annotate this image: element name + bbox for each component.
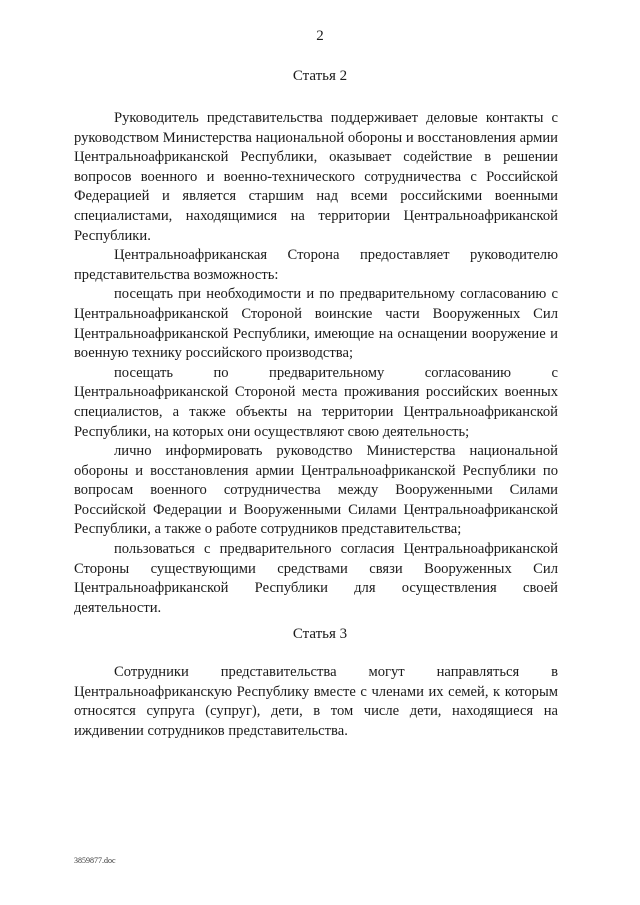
article-2-paragraph-6: пользоваться с предварительного согласия Центральноафриканской Стороны существующими средствами связи Вооруженных Сил Центральноафриканской Республики для осуществления своей деятельности. <box>74 541 558 616</box>
article-2-heading: Статья 2 <box>292 68 348 84</box>
article-2-paragraph-3: посещать при необходимости и по предварительному согласованию с Центральноафриканской Стороной воинские части Вооруженных Сил Центральноафриканской Республики, имеющие на оснащении вооружение и военную технику российского производства; <box>74 286 558 362</box>
article-2-paragraph-2: Центральноафриканская Сторона предоставляет руководителю представительства возможность: <box>74 247 558 283</box>
article-2-paragraph-4: посещать по предварительному согласованию с Центральноафриканской Стороной места проживания российских военных специалистов, а также объекты на территории Центральноафриканской Республики, на которых они осуществляют свою деятельность; <box>74 364 558 440</box>
page-number: 2 <box>316 28 324 44</box>
article-2-body <box>74 109 558 618</box>
document-file-id: 3859877.doc <box>74 856 116 865</box>
article-3-body <box>74 663 558 741</box>
article-2-paragraph-5: лично информировать руководство Министерства национальной обороны и восстановления армии Центральноафриканской Республики по вопросам военного сотрудничества между Вооруженными Силами Российской Федерации и Вооруженными Силами Центральноафриканской Республики, а также о работе сотрудников представительства; <box>74 443 558 538</box>
article-3-heading: Статья 3 <box>292 626 348 642</box>
article-3-paragraph-1: Сотрудники представительства могут направляться в Центральноафриканскую Республику вместе с членами их семей, к которым относятся супруга (супруг), дети, в том числе дети, находящиеся на иждивении сотрудников представительства. <box>74 664 558 739</box>
article-2-paragraph-1: Руководитель представительства поддерживает деловые контакты с руководством Министерства национальной обороны и восстановления армии Центральноафриканской Республики, оказывает содействие в решении вопросов военного и военно-технического сотрудничества с Российской Федерацией и является старшим над всеми российскими военными специалистами, находящимися на территории Центральноафриканской Республики. <box>74 110 558 244</box>
